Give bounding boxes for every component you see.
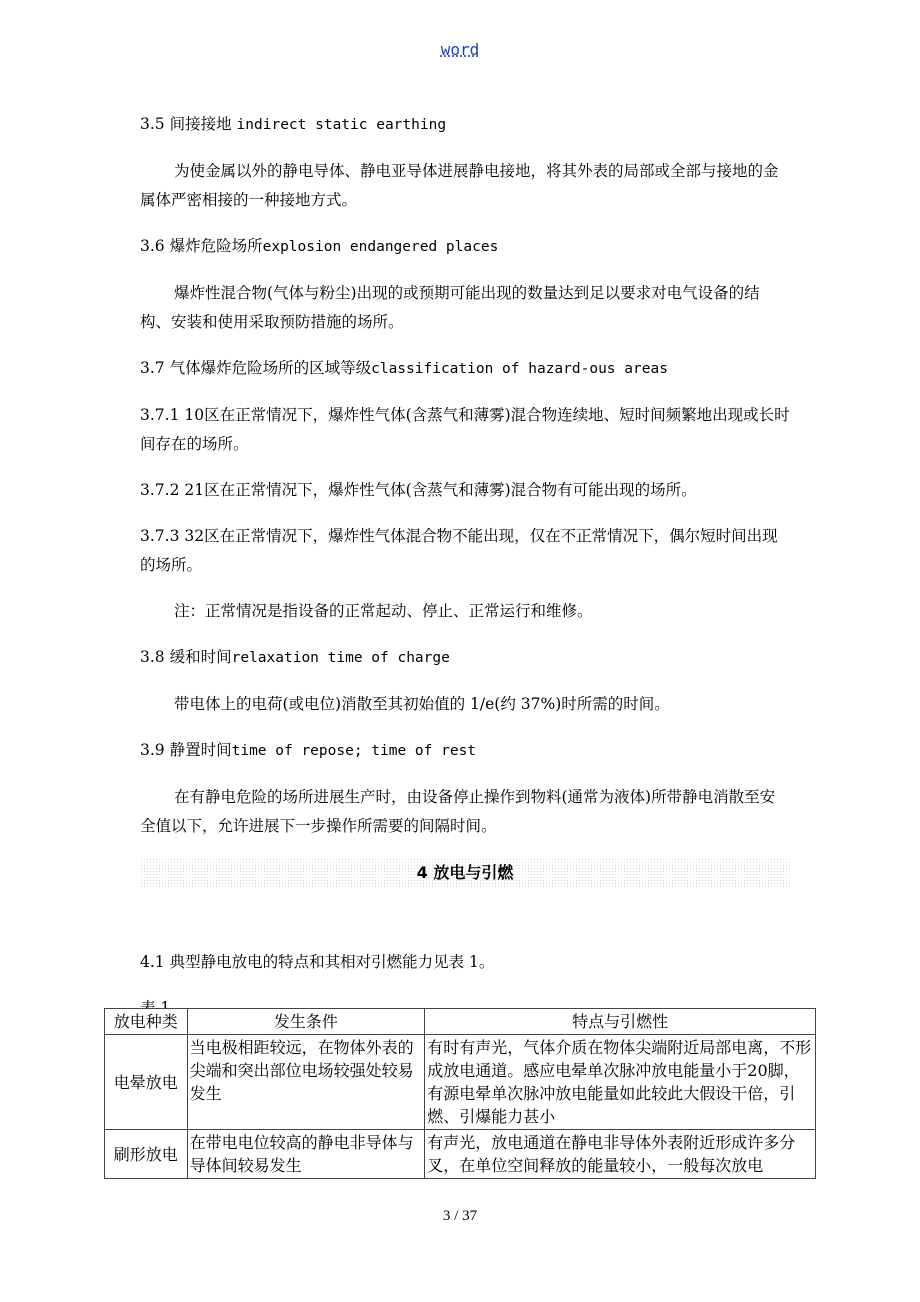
- table-header-kind: 放电种类: [105, 1009, 188, 1035]
- section-title-en: classification of hazard-ous areas: [371, 361, 668, 377]
- section-title-en: time of repose; time of rest: [231, 743, 477, 759]
- section-number: 3.8: [140, 648, 165, 666]
- section-heading-3-7: [140, 354, 790, 384]
- chapter-4-intro: 4.1 典型静电放电的特点和其相对引燃能力见表 1。: [140, 953, 495, 971]
- document-body: [140, 110, 790, 1037]
- table-cell-feature: 有声光，放电通道在静电非导体外表附近形成许多分叉，在单位空间释放的能量较小，一般每次放电: [425, 1130, 816, 1179]
- table-cell-condition: 当电极相距较远，在物体外表的尖端和突出部位电场较强处较易发生: [187, 1035, 425, 1130]
- section-number: 3.6: [140, 237, 165, 255]
- section-number: 3.9: [140, 741, 165, 759]
- discharge-table: [104, 1008, 816, 1179]
- table-header-condition: 发生条件: [187, 1009, 425, 1035]
- zone-definition-3-7-1: 3.7.1 10区在正常情况下，爆炸性气体(含蒸气和薄雾)混合物连续地、短时间频繁地出现或长时间存在的场所。: [140, 406, 790, 453]
- table-cell-kind: 电晕放电: [105, 1035, 188, 1130]
- table-row: [105, 1035, 816, 1130]
- section-title-en: explosion endangered places: [262, 239, 499, 255]
- table-header-feature: 特点与引燃性: [425, 1009, 816, 1035]
- section-number: 3.5: [140, 115, 165, 133]
- zone-definition-3-7-3: 3.7.3 32区在正常情况下，爆炸性气体混合物不能出现，仅在不正常情况下，偶尔短时间出现的场所。: [140, 527, 778, 574]
- section-title-en: indirect static earthing: [236, 117, 447, 133]
- table-cell-condition: 在带电电位较高的静电非导体与导体间较易发生: [187, 1130, 425, 1179]
- table-row: [105, 1130, 816, 1179]
- section-heading-3-9: [140, 736, 790, 766]
- header-word-link[interactable]: word: [440, 40, 480, 59]
- page-number: 3 / 37: [442, 1208, 478, 1224]
- table-header-row: [105, 1009, 816, 1035]
- section-title-zh: 气体爆炸危险场所的区域等级: [169, 359, 372, 377]
- section-body-3-8: 带电体上的电荷(或电位)消散至其初始值的 1/e(约 37%)时所需的时间。: [174, 695, 670, 713]
- chapter-4-title: 4 放电与引燃: [140, 858, 790, 888]
- section-body-3-6: 爆炸性混合物(气体与粉尘)出现的或预期可能出现的数量达到足以要求对电气设备的结构、安装和使用采取预防措施的场所。: [140, 284, 760, 331]
- section-body-3-9: 在有静电危险的场所进展生产时，由设备停止操作到物料(通常为液体)所带静电消散至安全值以下，允许进展下一步操作所需要的间隔时间。: [140, 788, 776, 835]
- section-number: 3.7: [140, 359, 165, 377]
- section-title-zh: 爆炸危险场所: [169, 237, 263, 255]
- table-cell-kind: 刷形放电: [105, 1130, 188, 1179]
- section-title-zh: 间接接地: [169, 115, 232, 133]
- section-title-zh: 缓和时间: [169, 648, 232, 666]
- section-heading-3-8: [140, 643, 790, 673]
- section-title-zh: 静置时间: [169, 741, 232, 759]
- note-paragraph: 注：正常情况是指设备的正常起动、停止、正常运行和维修。: [174, 602, 593, 620]
- table-cell-feature: 有时有声光，气体介质在物体尖端附近局部电离，不形成放电通道。感应电晕单次脉冲放电能量小于20脚，有源电晕单次脉冲放电能量如此较此大假设干倍，引燃、引爆能力甚小: [425, 1035, 816, 1130]
- section-title-en: relaxation time of charge: [231, 650, 450, 666]
- section-body-3-5: 为使金属以外的静电导体、静电亚导体进展静电接地，将其外表的局部或全部与接地的金属体严密相接的一种接地方式。: [140, 162, 779, 209]
- section-heading-3-5: [140, 110, 790, 140]
- section-heading-3-6: [140, 232, 790, 262]
- zone-definition-3-7-2: 3.7.2 21区在正常情况下，爆炸性气体(含蒸气和薄雾)混合物有可能出现的场所。: [140, 481, 697, 499]
